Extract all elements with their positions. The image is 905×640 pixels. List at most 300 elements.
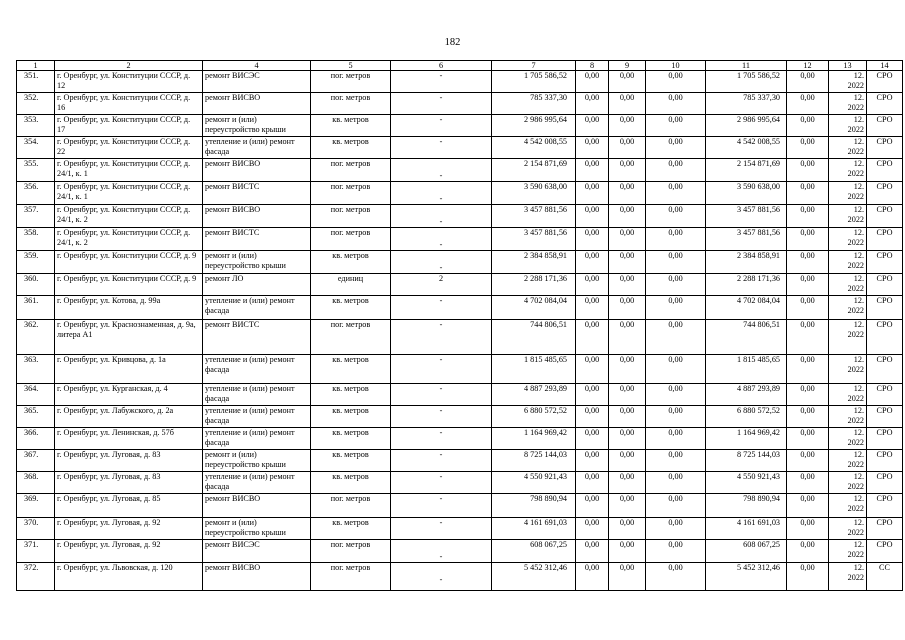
fund-cell: 0,00 bbox=[576, 450, 609, 472]
deadline-year: 2022 bbox=[847, 306, 864, 315]
method-cell: СРО bbox=[867, 296, 903, 320]
row-number: 372. bbox=[17, 563, 55, 591]
other-funds-cell: 0,00 bbox=[787, 472, 829, 494]
fund-cell: 0,00 bbox=[576, 384, 609, 406]
method-cell: СРО bbox=[867, 71, 903, 93]
header-cell: 4 bbox=[203, 61, 311, 71]
local-budget-cell: 0,00 bbox=[646, 71, 706, 93]
unit-cell: пог. метров bbox=[311, 563, 391, 591]
quantity-cell: - bbox=[391, 494, 492, 518]
method-cell: СРО bbox=[867, 274, 903, 296]
other-funds-cell: 0,00 bbox=[787, 251, 829, 274]
work-type-cell: ремонт ВИСЭС bbox=[203, 71, 311, 93]
method-cell: СРО bbox=[867, 472, 903, 494]
quantity-cell: - bbox=[391, 251, 492, 274]
address-cell: г. Оренбург, ул. Конституции СССР, д. 22 bbox=[55, 137, 203, 159]
method-cell: СРО bbox=[867, 159, 903, 182]
total-cost-cell: 8 725 144,03 bbox=[492, 450, 576, 472]
unit-cell: кв. метров bbox=[311, 450, 391, 472]
total-cost-cell: 6 880 572,52 bbox=[492, 406, 576, 428]
table-row bbox=[17, 472, 903, 494]
deadline-cell bbox=[829, 518, 867, 540]
other-funds-cell: 0,00 bbox=[787, 71, 829, 93]
header-cell: 2 bbox=[55, 61, 203, 71]
unit-cell: кв. метров bbox=[311, 355, 391, 384]
work-type-cell: утепление и (или) ремонт фасада bbox=[203, 428, 311, 450]
owner-funds-cell: 744 806,51 bbox=[706, 320, 787, 355]
row-number: 351. bbox=[17, 71, 55, 93]
deadline-cell bbox=[829, 355, 867, 384]
table-row bbox=[17, 406, 903, 428]
method-cell: СРО bbox=[867, 182, 903, 205]
deadline-month: 12. bbox=[853, 182, 864, 191]
method-cell: СРО bbox=[867, 228, 903, 251]
other-funds-cell: 0,00 bbox=[787, 494, 829, 518]
quantity-cell: - bbox=[391, 320, 492, 355]
fund-cell: 0,00 bbox=[576, 182, 609, 205]
deadline-cell bbox=[829, 450, 867, 472]
deadline-cell bbox=[829, 251, 867, 274]
fund-cell: 0,00 bbox=[576, 251, 609, 274]
quantity-cell: - bbox=[391, 384, 492, 406]
other-funds-cell: 0,00 bbox=[787, 296, 829, 320]
fund-cell: 0,00 bbox=[576, 115, 609, 137]
method-cell: СРО bbox=[867, 320, 903, 355]
deadline-year: 2022 bbox=[847, 103, 864, 112]
quantity-cell: - bbox=[391, 115, 492, 137]
address-cell: г. Оренбург, ул. Конституции СССР, д. 9 bbox=[55, 274, 203, 296]
deadline-month: 12. bbox=[853, 518, 864, 527]
total-cost-cell: 3 457 881,56 bbox=[492, 205, 576, 228]
address-cell: г. Оренбург, ул. Кривцова, д. 1а bbox=[55, 355, 203, 384]
owner-funds-cell: 785 337,30 bbox=[706, 93, 787, 115]
row-number: 370. bbox=[17, 518, 55, 540]
unit-cell: пог. метров bbox=[311, 182, 391, 205]
work-type-cell: ремонт ВИСЭС bbox=[203, 540, 311, 563]
deadline-year: 2022 bbox=[847, 169, 864, 178]
deadline-cell bbox=[829, 71, 867, 93]
table-row bbox=[17, 518, 903, 540]
deadline-cell bbox=[829, 296, 867, 320]
budget-cell: 0,00 bbox=[609, 450, 646, 472]
deadline-month: 12. bbox=[853, 137, 864, 146]
table-row bbox=[17, 205, 903, 228]
budget-cell: 0,00 bbox=[609, 93, 646, 115]
work-type-cell: ремонт ВИСВО bbox=[203, 563, 311, 591]
fund-cell: 0,00 bbox=[576, 296, 609, 320]
quantity-cell: - bbox=[391, 137, 492, 159]
total-cost-cell: 798 890,94 bbox=[492, 494, 576, 518]
budget-cell: 0,00 bbox=[609, 182, 646, 205]
budget-cell: 0,00 bbox=[609, 159, 646, 182]
deadline-year: 2022 bbox=[847, 460, 864, 469]
deadline-month: 12. bbox=[853, 71, 864, 80]
fund-cell: 0,00 bbox=[576, 518, 609, 540]
deadline-cell bbox=[829, 115, 867, 137]
method-cell: СРО bbox=[867, 406, 903, 428]
local-budget-cell: 0,00 bbox=[646, 274, 706, 296]
address-cell: г. Оренбург, ул. Луговая, д. 92 bbox=[55, 518, 203, 540]
deadline-year: 2022 bbox=[847, 261, 864, 270]
unit-cell: кв. метров bbox=[311, 115, 391, 137]
local-budget-cell: 0,00 bbox=[646, 494, 706, 518]
deadline-cell bbox=[829, 93, 867, 115]
budget-cell: 0,00 bbox=[609, 274, 646, 296]
work-type-cell: утепление и (или) ремонт фасада bbox=[203, 406, 311, 428]
owner-funds-cell: 4 550 921,43 bbox=[706, 472, 787, 494]
fund-cell: 0,00 bbox=[576, 274, 609, 296]
budget-cell: 0,00 bbox=[609, 472, 646, 494]
table-row bbox=[17, 274, 903, 296]
deadline-month: 12. bbox=[853, 472, 864, 481]
unit-cell: пог. метров bbox=[311, 494, 391, 518]
fund-cell: 0,00 bbox=[576, 137, 609, 159]
header-cell: 14 bbox=[867, 61, 903, 71]
owner-funds-cell: 1 705 586,52 bbox=[706, 71, 787, 93]
deadline-month: 12. bbox=[853, 494, 864, 503]
deadline-year: 2022 bbox=[847, 394, 864, 403]
other-funds-cell: 0,00 bbox=[787, 159, 829, 182]
deadline-cell bbox=[829, 406, 867, 428]
unit-cell: кв. метров bbox=[311, 518, 391, 540]
local-budget-cell: 0,00 bbox=[646, 228, 706, 251]
method-cell: СРО bbox=[867, 355, 903, 384]
deadline-month: 12. bbox=[853, 205, 864, 214]
address-cell: г. Оренбург, ул. Лабужского, д. 2а bbox=[55, 406, 203, 428]
work-type-cell: ремонт и (или) переустройство крыши bbox=[203, 450, 311, 472]
fund-cell: 0,00 bbox=[576, 406, 609, 428]
other-funds-cell: 0,00 bbox=[787, 137, 829, 159]
row-number: 364. bbox=[17, 384, 55, 406]
row-number: 354. bbox=[17, 137, 55, 159]
budget-cell: 0,00 bbox=[609, 540, 646, 563]
unit-cell: кв. метров bbox=[311, 428, 391, 450]
method-cell: СРО bbox=[867, 428, 903, 450]
table-row bbox=[17, 182, 903, 205]
other-funds-cell: 0,00 bbox=[787, 428, 829, 450]
quantity-cell: - bbox=[391, 296, 492, 320]
quantity-cell: - bbox=[391, 563, 492, 591]
budget-cell: 0,00 bbox=[609, 205, 646, 228]
budget-cell: 0,00 bbox=[609, 384, 646, 406]
deadline-year: 2022 bbox=[847, 81, 864, 90]
deadline-cell bbox=[829, 384, 867, 406]
budget-cell: 0,00 bbox=[609, 355, 646, 384]
local-budget-cell: 0,00 bbox=[646, 355, 706, 384]
table-row bbox=[17, 71, 903, 93]
owner-funds-cell: 6 880 572,52 bbox=[706, 406, 787, 428]
budget-cell: 0,00 bbox=[609, 251, 646, 274]
capital-repair-table bbox=[16, 60, 903, 591]
method-cell: СРО bbox=[867, 494, 903, 518]
deadline-month: 12. bbox=[853, 274, 864, 283]
other-funds-cell: 0,00 bbox=[787, 384, 829, 406]
owner-funds-cell: 5 452 312,46 bbox=[706, 563, 787, 591]
local-budget-cell: 0,00 bbox=[646, 159, 706, 182]
deadline-cell bbox=[829, 182, 867, 205]
total-cost-cell: 4 161 691,03 bbox=[492, 518, 576, 540]
quantity-cell: - bbox=[391, 472, 492, 494]
budget-cell: 0,00 bbox=[609, 428, 646, 450]
owner-funds-cell: 1 815 485,65 bbox=[706, 355, 787, 384]
address-cell: г. Оренбург, ул. Луговая, д. 85 bbox=[55, 494, 203, 518]
column-number-row bbox=[17, 61, 903, 71]
unit-cell: пог. метров bbox=[311, 320, 391, 355]
deadline-month: 12. bbox=[853, 251, 864, 260]
table-row bbox=[17, 540, 903, 563]
address-cell: г. Оренбург, ул. Краснознаменная, д. 9а, литера А1 bbox=[55, 320, 203, 355]
other-funds-cell: 0,00 bbox=[787, 355, 829, 384]
local-budget-cell: 0,00 bbox=[646, 563, 706, 591]
other-funds-cell: 0,00 bbox=[787, 274, 829, 296]
row-number: 367. bbox=[17, 450, 55, 472]
work-type-cell: ремонт ЛО bbox=[203, 274, 311, 296]
deadline-cell bbox=[829, 274, 867, 296]
other-funds-cell: 0,00 bbox=[787, 205, 829, 228]
deadline-year: 2022 bbox=[847, 330, 864, 339]
owner-funds-cell: 2 154 871,69 bbox=[706, 159, 787, 182]
row-number: 359. bbox=[17, 251, 55, 274]
address-cell: г. Оренбург, ул. Конституции СССР, д. 24/1, к. 1 bbox=[55, 182, 203, 205]
header-cell: 10 bbox=[646, 61, 706, 71]
total-cost-cell: 4 887 293,89 bbox=[492, 384, 576, 406]
table-row bbox=[17, 428, 903, 450]
method-cell: СРО bbox=[867, 384, 903, 406]
other-funds-cell: 0,00 bbox=[787, 228, 829, 251]
row-number: 358. bbox=[17, 228, 55, 251]
fund-cell: 0,00 bbox=[576, 71, 609, 93]
header-cell: 6 bbox=[391, 61, 492, 71]
total-cost-cell: 2 154 871,69 bbox=[492, 159, 576, 182]
deadline-month: 12. bbox=[853, 296, 864, 305]
other-funds-cell: 0,00 bbox=[787, 406, 829, 428]
deadline-cell bbox=[829, 540, 867, 563]
deadline-cell bbox=[829, 428, 867, 450]
total-cost-cell: 785 337,30 bbox=[492, 93, 576, 115]
address-cell: г. Оренбург, ул. Конституции СССР, д. 17 bbox=[55, 115, 203, 137]
method-cell: СС bbox=[867, 563, 903, 591]
header-cell: 13 bbox=[829, 61, 867, 71]
local-budget-cell: 0,00 bbox=[646, 205, 706, 228]
header-cell: 8 bbox=[576, 61, 609, 71]
row-number: 368. bbox=[17, 472, 55, 494]
deadline-year: 2022 bbox=[847, 550, 864, 559]
total-cost-cell: 1 705 586,52 bbox=[492, 71, 576, 93]
quantity-cell: - bbox=[391, 518, 492, 540]
quantity-cell: - bbox=[391, 93, 492, 115]
work-type-cell: ремонт ВИСТС bbox=[203, 228, 311, 251]
total-cost-cell: 2 986 995,64 bbox=[492, 115, 576, 137]
method-cell: СРО bbox=[867, 450, 903, 472]
quantity-cell: - bbox=[391, 228, 492, 251]
owner-funds-cell: 2 986 995,64 bbox=[706, 115, 787, 137]
work-type-cell: утепление и (или) ремонт фасада bbox=[203, 296, 311, 320]
work-type-cell: ремонт и (или) переустройство крыши bbox=[203, 518, 311, 540]
method-cell: СРО bbox=[867, 93, 903, 115]
unit-cell: пог. метров bbox=[311, 159, 391, 182]
address-cell: г. Оренбург, ул. Луговая, д. 92 bbox=[55, 540, 203, 563]
quantity-cell: 2 bbox=[391, 274, 492, 296]
fund-cell: 0,00 bbox=[576, 320, 609, 355]
work-type-cell: ремонт ВИСВО bbox=[203, 494, 311, 518]
table-row bbox=[17, 159, 903, 182]
address-cell: г. Оренбург, ул. Курганская, д. 4 bbox=[55, 384, 203, 406]
total-cost-cell: 1 815 485,65 bbox=[492, 355, 576, 384]
quantity-cell: - bbox=[391, 205, 492, 228]
quantity-cell: - bbox=[391, 450, 492, 472]
row-number: 357. bbox=[17, 205, 55, 228]
deadline-month: 12. bbox=[853, 159, 864, 168]
deadline-month: 12. bbox=[853, 428, 864, 437]
work-type-cell: утепление и (или) ремонт фасада bbox=[203, 472, 311, 494]
method-cell: СРО bbox=[867, 205, 903, 228]
deadline-cell bbox=[829, 320, 867, 355]
owner-funds-cell: 3 590 638,00 bbox=[706, 182, 787, 205]
owner-funds-cell: 3 457 881,56 bbox=[706, 205, 787, 228]
local-budget-cell: 0,00 bbox=[646, 93, 706, 115]
other-funds-cell: 0,00 bbox=[787, 450, 829, 472]
fund-cell: 0,00 bbox=[576, 563, 609, 591]
header-cell: 7 bbox=[492, 61, 576, 71]
work-type-cell: утепление и (или) ремонт фасада bbox=[203, 355, 311, 384]
local-budget-cell: 0,00 bbox=[646, 540, 706, 563]
address-cell: г. Оренбург, ул. Конституции СССР, д. 12 bbox=[55, 71, 203, 93]
address-cell: г. Оренбург, ул. Котова, д. 99а bbox=[55, 296, 203, 320]
table-row bbox=[17, 494, 903, 518]
table-row bbox=[17, 384, 903, 406]
table-row bbox=[17, 137, 903, 159]
deadline-year: 2022 bbox=[847, 147, 864, 156]
deadline-month: 12. bbox=[853, 384, 864, 393]
local-budget-cell: 0,00 bbox=[646, 428, 706, 450]
deadline-year: 2022 bbox=[847, 125, 864, 134]
deadline-year: 2022 bbox=[847, 482, 864, 491]
table-row bbox=[17, 320, 903, 355]
header-cell: 1 bbox=[17, 61, 55, 71]
header-cell: 11 bbox=[706, 61, 787, 71]
total-cost-cell: 2 384 858,91 bbox=[492, 251, 576, 274]
unit-cell: пог. метров bbox=[311, 205, 391, 228]
fund-cell: 0,00 bbox=[576, 228, 609, 251]
local-budget-cell: 0,00 bbox=[646, 472, 706, 494]
row-number: 360. bbox=[17, 274, 55, 296]
total-cost-cell: 744 806,51 bbox=[492, 320, 576, 355]
budget-cell: 0,00 bbox=[609, 320, 646, 355]
budget-cell: 0,00 bbox=[609, 228, 646, 251]
address-cell: г. Оренбург, ул. Конституции СССР, д. 9 bbox=[55, 251, 203, 274]
local-budget-cell: 0,00 bbox=[646, 115, 706, 137]
method-cell: СРО bbox=[867, 540, 903, 563]
fund-cell: 0,00 bbox=[576, 159, 609, 182]
work-type-cell: ремонт и (или) переустройство крыши bbox=[203, 251, 311, 274]
local-budget-cell: 0,00 bbox=[646, 320, 706, 355]
total-cost-cell: 1 164 969,42 bbox=[492, 428, 576, 450]
fund-cell: 0,00 bbox=[576, 472, 609, 494]
owner-funds-cell: 4 887 293,89 bbox=[706, 384, 787, 406]
budget-cell: 0,00 bbox=[609, 518, 646, 540]
budget-cell: 0,00 bbox=[609, 115, 646, 137]
unit-cell: кв. метров bbox=[311, 251, 391, 274]
deadline-year: 2022 bbox=[847, 416, 864, 425]
row-number: 356. bbox=[17, 182, 55, 205]
owner-funds-cell: 3 457 881,56 bbox=[706, 228, 787, 251]
work-type-cell: утепление и (или) ремонт фасада bbox=[203, 137, 311, 159]
fund-cell: 0,00 bbox=[576, 428, 609, 450]
row-number: 362. bbox=[17, 320, 55, 355]
deadline-month: 12. bbox=[853, 228, 864, 237]
table-row bbox=[17, 355, 903, 384]
address-cell: г. Оренбург, ул. Луговая, д. 83 bbox=[55, 450, 203, 472]
work-type-cell: ремонт ВИСТС bbox=[203, 182, 311, 205]
page-number: 182 bbox=[444, 37, 461, 48]
deadline-month: 12. bbox=[853, 563, 864, 572]
work-type-cell: ремонт ВИСВО bbox=[203, 93, 311, 115]
local-budget-cell: 0,00 bbox=[646, 450, 706, 472]
other-funds-cell: 0,00 bbox=[787, 320, 829, 355]
deadline-cell bbox=[829, 228, 867, 251]
unit-cell: пог. метров bbox=[311, 540, 391, 563]
work-type-cell: ремонт ВИСТС bbox=[203, 320, 311, 355]
budget-cell: 0,00 bbox=[609, 563, 646, 591]
deadline-cell bbox=[829, 563, 867, 591]
deadline-cell bbox=[829, 159, 867, 182]
row-number: 352. bbox=[17, 93, 55, 115]
table-row bbox=[17, 251, 903, 274]
total-cost-cell: 5 452 312,46 bbox=[492, 563, 576, 591]
other-funds-cell: 0,00 bbox=[787, 93, 829, 115]
method-cell: СРО bbox=[867, 115, 903, 137]
address-cell: г. Оренбург, ул. Конституции СССР, д. 24/1, к. 2 bbox=[55, 228, 203, 251]
unit-cell: кв. метров bbox=[311, 296, 391, 320]
other-funds-cell: 0,00 bbox=[787, 563, 829, 591]
total-cost-cell: 3 590 638,00 bbox=[492, 182, 576, 205]
local-budget-cell: 0,00 bbox=[646, 296, 706, 320]
row-number: 371. bbox=[17, 540, 55, 563]
fund-cell: 0,00 bbox=[576, 540, 609, 563]
deadline-month: 12. bbox=[853, 450, 864, 459]
local-budget-cell: 0,00 bbox=[646, 182, 706, 205]
owner-funds-cell: 4 542 008,55 bbox=[706, 137, 787, 159]
row-number: 363. bbox=[17, 355, 55, 384]
table-row bbox=[17, 563, 903, 591]
owner-funds-cell: 4 702 084,04 bbox=[706, 296, 787, 320]
total-cost-cell: 4 550 921,43 bbox=[492, 472, 576, 494]
method-cell: СРО bbox=[867, 137, 903, 159]
deadline-year: 2022 bbox=[847, 365, 864, 374]
owner-funds-cell: 8 725 144,03 bbox=[706, 450, 787, 472]
deadline-month: 12. bbox=[853, 406, 864, 415]
fund-cell: 0,00 bbox=[576, 494, 609, 518]
owner-funds-cell: 4 161 691,03 bbox=[706, 518, 787, 540]
address-cell: г. Оренбург, ул. Конституции СССР, д. 24/1, к. 1 bbox=[55, 159, 203, 182]
local-budget-cell: 0,00 bbox=[646, 518, 706, 540]
deadline-year: 2022 bbox=[847, 284, 864, 293]
deadline-year: 2022 bbox=[847, 192, 864, 201]
unit-cell: кв. метров bbox=[311, 137, 391, 159]
row-number: 366. bbox=[17, 428, 55, 450]
header-cell: 12 bbox=[787, 61, 829, 71]
deadline-cell bbox=[829, 494, 867, 518]
owner-funds-cell: 798 890,94 bbox=[706, 494, 787, 518]
other-funds-cell: 0,00 bbox=[787, 540, 829, 563]
quantity-cell: - bbox=[391, 71, 492, 93]
unit-cell: кв. метров bbox=[311, 472, 391, 494]
header-cell: 5 bbox=[311, 61, 391, 71]
fund-cell: 0,00 bbox=[576, 355, 609, 384]
unit-cell: пог. метров bbox=[311, 228, 391, 251]
work-type-cell: ремонт и (или) переустройство крыши bbox=[203, 115, 311, 137]
table-row bbox=[17, 450, 903, 472]
